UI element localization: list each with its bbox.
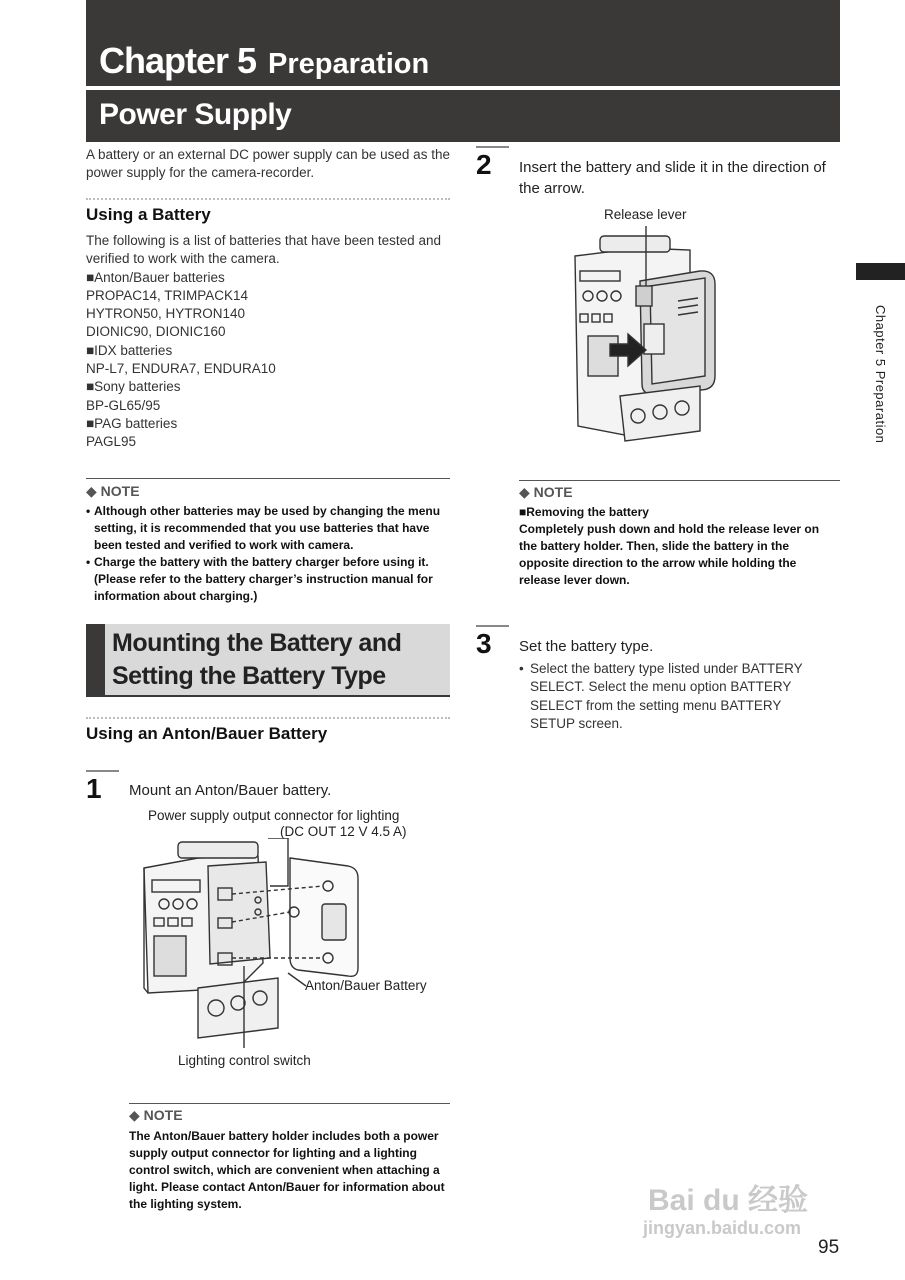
mounting-section-title: Mounting the Battery and Setting the Battery Type (112, 629, 402, 690)
chapter-label: Chapter 5 (99, 40, 257, 81)
step-text: Set the battery type. (519, 638, 654, 655)
battery-list-line: NP-L7, ENDURA7, ENDURA10 (86, 361, 276, 377)
section-title: Power Supply (99, 98, 292, 131)
battery-list (86, 232, 456, 452)
mounting-section-accent (86, 624, 105, 695)
battery-list-line: verified to work with the camera. (86, 251, 280, 267)
page-number: 95 (818, 1237, 840, 1258)
battery-list-line: ■Sony batteries (86, 379, 181, 395)
battery-list-line: HYTRON50, HYTRON140 (86, 306, 246, 322)
note-rule (86, 478, 450, 479)
side-chapter-label: Chapter 5 Preparation (873, 305, 888, 444)
camera-battery-illustration (138, 838, 448, 1053)
note-item: • Charge the battery with the battery charger before using it. (Please refer to the battery charger’s instruction manual for information about charging.) (86, 554, 452, 605)
step-rule (476, 146, 509, 148)
battery-list-line: DIONIC90, DIONIC160 (86, 324, 226, 340)
step-text: Mount an Anton/Bauer battery. (129, 782, 332, 799)
note-heading: ◆ NOTE (86, 483, 140, 499)
battery-list-line: ■Anton/Bauer batteries (86, 269, 225, 285)
connector-spec-label: (DC OUT 12 V 4.5 A) (280, 824, 407, 839)
intro-text: A battery or an external DC power supply can be used as the power supply for the camera-recorder. (86, 147, 450, 181)
battery-list-line: PROPAC14, TRIMPACK14 (86, 287, 249, 303)
watermark-logo: Bai du 经验 (648, 1184, 809, 1217)
note-body: Completely push down and hold the release lever on the battery holder. Then, slide the battery in the opposite direction to the arrow while holding the release lever down. (519, 522, 820, 587)
battery-insert-illustration (570, 226, 720, 446)
using-battery-heading: Using a Battery (86, 205, 211, 224)
step-text: Insert the battery and slide it in the direction of the arrow. (519, 159, 826, 197)
divider (86, 198, 450, 200)
note-rule (129, 1103, 450, 1104)
note-heading: ◆ NOTE (129, 1107, 183, 1123)
chapter-title (99, 40, 429, 82)
note-body: The Anton/Bauer battery holder includes both a power supply output connector for lighting and a lighting control switch, which are convenient when attaching a light. Please contact Anton/Bauer for information about the lighting system. (129, 1129, 445, 1211)
battery-list-line: BP-GL65/95 (86, 397, 161, 413)
step-rule (476, 625, 509, 627)
step-rule (86, 770, 119, 772)
battery-list-line: ■IDX batteries (86, 342, 173, 358)
divider (86, 717, 450, 719)
note-item: • Although other batteries may be used by changing the menu setting, it is recommended that you use batteries that have been tested and verified to work with camera. (86, 503, 452, 554)
bullet-icon: • (519, 661, 524, 676)
battery-list-line: The following is a list of batteries that have been tested and (86, 233, 441, 248)
switch-label: Lighting control switch (178, 1053, 311, 1068)
step-bullet (519, 660, 829, 733)
note-heading: ◆ NOTE (519, 484, 573, 500)
step-bullet-text: Select the battery type listed under BATTERY SELECT. Select the menu option BATTERY SELECT from the setting menu BATTERY SETUP screen. (530, 661, 803, 731)
step-number: 2 (476, 149, 492, 180)
release-lever-label: Release lever (604, 207, 687, 222)
chapter-name: Preparation (268, 48, 430, 80)
note-rule (519, 480, 840, 481)
anton-bauer-heading: Using an Anton/Bauer Battery (86, 724, 328, 743)
battery-list-line: PAGL95 (86, 434, 137, 450)
step-number: 3 (476, 628, 492, 659)
watermark-url: jingyan.baidu.com (643, 1218, 802, 1238)
note-body (86, 503, 452, 605)
connector-label: Power supply output connector for lighting (148, 808, 400, 823)
battery-list-line: ■PAG batteries (86, 415, 178, 431)
battery-label: Anton/Bauer Battery (305, 978, 427, 993)
note-subheading: ■Removing the battery (519, 505, 649, 519)
step-number: 1 (86, 773, 102, 804)
side-tab-marker (856, 263, 905, 280)
